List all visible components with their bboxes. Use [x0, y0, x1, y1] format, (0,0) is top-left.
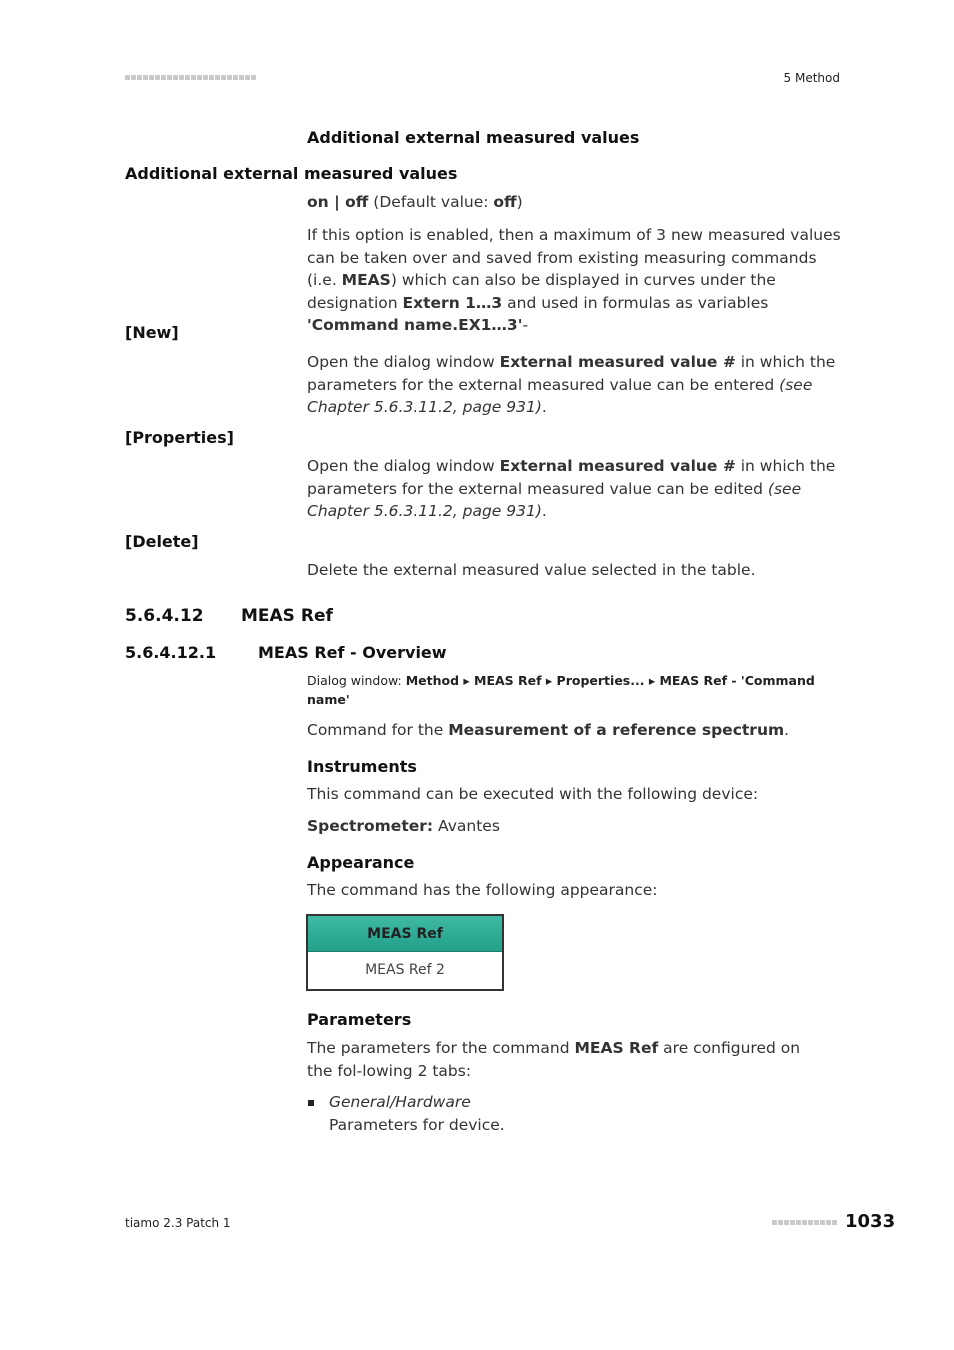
command-desc-pre: Command for the [307, 721, 449, 739]
properties-text-pre: Open the dialog window [307, 457, 500, 475]
properties-description [307, 455, 842, 523]
desc-text-1: If this option is enabled, then a maximum of 3 new measured values can be taken over and saved from existing measuring commands (i.e. [307, 226, 841, 289]
delete-label: [Delete] [125, 532, 199, 551]
desc-extern: Extern 1…3 [402, 293, 503, 312]
parameters-text-pre: The parameters for the command [307, 1039, 575, 1057]
default-suffix: ) [516, 193, 523, 211]
properties-label: [Properties] [125, 428, 234, 447]
option-values [307, 191, 842, 214]
value-off: off [345, 193, 369, 211]
dialog-path-value: Method ▸ MEAS Ref ▸ Properties... ▸ MEAS Ref - 'Command name' [307, 673, 815, 707]
appearance-heading: Appearance [307, 853, 415, 872]
desc-meas: MEAS [341, 271, 391, 289]
page-title: Additional external measured values [307, 128, 640, 147]
header-section: 5 Method [783, 71, 840, 85]
value-separator: | [328, 193, 346, 211]
device-label: Spectrometer: [307, 817, 434, 835]
properties-text-end: . [541, 502, 547, 520]
desc-text-2: ) which can also be displayed in curves under the designation [307, 271, 776, 312]
dialog-path-prefix: Dialog window: [307, 673, 406, 688]
page-number: 1033 [845, 1211, 896, 1232]
parameters-text [307, 1037, 827, 1082]
footer-product: tiamo 2.3 Patch 1 [125, 1216, 231, 1230]
new-label: [New] [125, 323, 179, 342]
desc-text-3: and used in formulas as variables [502, 293, 769, 312]
parameters-text-post: are configured on the fol-lowing 2 tabs: [307, 1039, 801, 1080]
option-label: Additional external measured values [125, 164, 458, 183]
command-appearance-box [306, 914, 504, 991]
section-number: 5.6.4.12 [125, 606, 204, 626]
default-prefix: (Default value: [368, 193, 494, 211]
subsection-number: 5.6.4.12.1 [125, 643, 217, 662]
properties-chapter-link[interactable]: (see Chapter 5.6.3.11.2, page 931) [307, 479, 802, 520]
new-text-mid: in which the parameters for the external measured value can be entered [307, 353, 836, 394]
command-desc-end: . [784, 721, 790, 739]
new-dialog-name: External measured value # [499, 353, 736, 371]
command-box-title: MEAS Ref [308, 916, 502, 952]
tab-item-name: General/Hardware [329, 1093, 471, 1111]
new-chapter-link[interactable]: (see Chapter 5.6.3.11.2, page 931) [307, 375, 813, 416]
device-value: Avantes [433, 817, 500, 835]
new-text-end: . [541, 398, 547, 416]
parameters-heading: Parameters [307, 1010, 412, 1029]
bullet-icon [308, 1100, 314, 1106]
new-text-pre: Open the dialog window [307, 353, 500, 371]
subsection-title: MEAS Ref - Overview [258, 643, 447, 662]
header-decoration [125, 75, 256, 80]
instruments-text: This command can be executed with the following device: [307, 785, 759, 803]
parameters-text-bold: MEAS Ref [574, 1039, 659, 1057]
command-desc-bold: Measurement of a reference spectrum [448, 721, 785, 739]
command-box-name: MEAS Ref 2 [365, 962, 445, 978]
footer-decoration [772, 1220, 837, 1225]
new-description [307, 351, 842, 419]
value-on: on [307, 193, 329, 211]
desc-variable: 'Command name.EX1…3' [307, 316, 523, 334]
command-description [307, 719, 842, 742]
delete-description: Delete the external measured value selected in the table. [307, 561, 756, 579]
properties-text-mid: in which the parameters for the external measured value can be edited [307, 457, 836, 498]
section-title: MEAS Ref [241, 606, 333, 626]
instruments-heading: Instruments [307, 757, 417, 776]
desc-text-4: - [522, 316, 529, 334]
dialog-path [307, 671, 827, 709]
tab-item-desc: Parameters for device. [329, 1116, 505, 1134]
properties-dialog-name: External measured value # [499, 457, 736, 475]
default-value: off [493, 193, 517, 211]
instruments-device [307, 815, 842, 838]
appearance-text: The command has the following appearance: [307, 881, 658, 899]
option-description [307, 224, 842, 337]
